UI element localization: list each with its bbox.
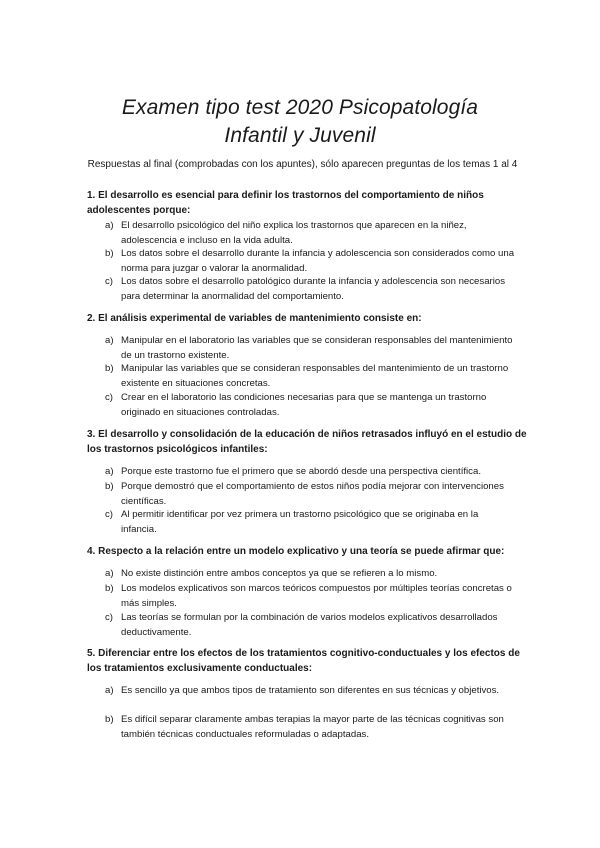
question-2: 2. El análisis experimental de variables de mantenimiento consiste en: (87, 313, 422, 324)
option-letter: c) (105, 392, 113, 403)
document-subtitle: Respuestas al final (comprobadas con los apuntes), sólo aparecen preguntas de los temas 1 al 4 (87, 159, 518, 170)
option-letter: c) (105, 612, 113, 623)
option-letter: b) (105, 481, 114, 492)
option-text: Las teorías se formulan por la combinación de varios modelos explicativos desarrollados deductivamente. (121, 612, 498, 638)
option-text: Porque demostró que el comportamiento de estos niños podía mejorar con intervenciones científicas. (121, 481, 504, 507)
option-letter: b) (105, 583, 114, 594)
question-4: 4. Respecto a la relación entre un modelo explicativo y una teoría se puede afirmar que: (87, 546, 505, 557)
option-text: Crear en el laboratorio las condiciones necesarias para que se mantenga un trastorno originado en situaciones controladas. (121, 392, 487, 418)
option-text: El desarrollo psicológico del niño explica los trastornos que aparecen en la niñez, adolescencia e incluso en la vida adulta. (121, 220, 467, 246)
option-letter: b) (105, 248, 114, 259)
option-letter: b) (105, 714, 114, 725)
option-text: Los datos sobre el desarrollo patológico durante la infancia y adolescencia son necesarios para determinar la anormalidad del comportamiento. (121, 276, 505, 302)
option-text: No existe distinción entre ambos conceptos ya que se refieren a lo mismo. (121, 568, 438, 579)
option-text: Manipular en el laboratorio las variables que se consideran responsables del mantenimiento de un trastorno existente. (121, 335, 513, 361)
option-text: Los modelos explicativos son marcos teóricos compuestos por múltiples teorías concretas o más simples. (121, 583, 512, 609)
option-letter: b) (105, 363, 114, 374)
option-text: Al permitir identificar por vez primera un trastorno psicológico que se originaba en la infancia. (121, 509, 479, 535)
option-letter: c) (105, 509, 113, 520)
option-letter: a) (105, 685, 114, 696)
question-5: 5. Diferenciar entre los efectos de los tratamientos cognitivo-conductuales y los efectos de los tratamientos exclusivamente conductuales: (87, 648, 520, 674)
option-text: Es sencillo ya que ambos tipos de tratamiento son diferentes en sus técnicas y objetivos. (121, 685, 500, 696)
document-title-line-2: Infantil y Juvenil (224, 124, 376, 147)
option-text: Porque este trastorno fue el primero que se abordó desde una perspectiva científica. (121, 466, 481, 477)
option-letter: c) (105, 276, 113, 287)
option-letter: a) (105, 466, 114, 477)
option-text: Es difícil separar claramente ambas terapias la mayor parte de las técnicas cognitivas son también técnicas conductuales reformuladas o adaptadas. (121, 714, 504, 740)
option-letter: a) (105, 335, 114, 346)
question-1: 1. El desarrollo es esencial para definir los trastornos del comportamiento de niños adolescentes porque: (87, 190, 484, 216)
option-letter: a) (105, 568, 114, 579)
option-text: Manipular las variables que se consideran responsables del mantenimiento de un trastorno existente en situaciones concretas. (121, 363, 509, 389)
document-title-line-1: Examen tipo test 2020 Psicopatología (121, 96, 479, 119)
option-text: Los datos sobre el desarrollo durante la infancia y adolescencia son considerados como una norma para juzgar o valorar la anormalidad. (121, 248, 515, 274)
question-3: 3. El desarrollo y consolidación de la educación de niños retrasados influyó en el estudio de los trastornos psicológicos infantiles: (87, 429, 527, 455)
option-letter: a) (105, 220, 114, 231)
